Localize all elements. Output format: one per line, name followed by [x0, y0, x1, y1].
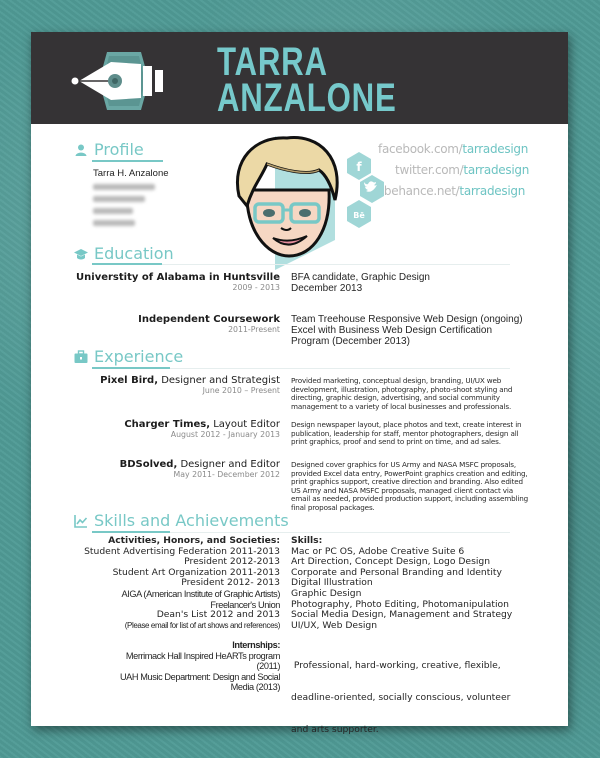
traits-line: deadline-oriented, socially conscious, volunteer — [291, 691, 511, 703]
school-dates: 2011-Present — [228, 325, 280, 334]
resume-page — [31, 32, 568, 735]
traits-line: and arts supporter. — [291, 723, 379, 735]
internships-heading: Internships: — [232, 640, 280, 650]
experience-item-3-left — [120, 459, 280, 479]
education-underline — [92, 263, 162, 265]
experience-item-1-description: Provided marketing, conceptual design, branding, UI/UX web development, illustration, photography, photo-shoot styling and directing, graphic design, advertising, and social community management to a variety of local businesses and professionals. — [291, 376, 513, 411]
activity-item: Student Art Organization 2011-2013 — [112, 566, 280, 578]
activities-list — [84, 536, 280, 631]
facebook-icon: f — [356, 160, 362, 174]
education-item-1-right: BFA candidate, Graphic Design December 2013 — [291, 272, 430, 294]
skill-item: Graphic Design — [291, 587, 362, 599]
profile-underline — [92, 160, 163, 162]
phone-line-blurred — [93, 208, 133, 214]
job-title: BDSolved, Designer and Editor — [119, 459, 280, 470]
profile-name: Tarra H. Anzalone — [93, 168, 169, 179]
school-name: Universtity of Alabama in Huntsville — [76, 272, 280, 283]
activity-item: Dean's List 2012 and 2013 — [156, 609, 280, 621]
social-link-facebook[interactable]: facebook.com/tarradesign — [378, 142, 528, 156]
section-title-education: Education — [94, 244, 174, 263]
education-item-2-right: Team Treehouse Responsive Web Design (ongoing) Excel with Business Web Design Certification Program (December 2013) — [291, 314, 523, 347]
experience-item-1-left — [100, 375, 280, 395]
city-line-blurred — [93, 196, 145, 202]
school-name: Independent Coursework — [138, 314, 280, 325]
school-dates: 2009 - 2013 — [232, 283, 280, 292]
experience-item-2-description: Design newspaper layout, place photos and text, create interest in publication, leadership for staff, mentor photographers, design all print graphics, proof and send to print on time, and ad sales. — [291, 420, 522, 447]
skill-item: Social Media Design, Management and Strategy — [291, 609, 513, 621]
skills-heading: Skills: — [291, 535, 323, 546]
skill-item: Digital Illustration — [291, 577, 373, 589]
phone-line-2-blurred — [93, 220, 135, 226]
activity-note: (Please email for list of art shows and references) — [124, 620, 280, 630]
job-dates: May 2011- December 2012 — [173, 470, 280, 479]
candidate-name — [217, 40, 397, 120]
line-chart-icon — [74, 514, 88, 528]
experience-underline — [92, 367, 170, 369]
internships-list — [120, 640, 280, 693]
address-line-blurred — [93, 184, 155, 190]
activity-item: President 2012-2013 — [184, 556, 280, 568]
activity-item: Freelancer's Union — [210, 599, 280, 610]
activity-item: President 2012- 2013 — [181, 577, 280, 589]
section-title-profile: Profile — [94, 140, 144, 159]
section-title-skills: Skills and Achievements — [94, 511, 289, 530]
internship-item: Media (2013) — [230, 682, 280, 693]
graduation-cap-icon — [74, 247, 88, 261]
activity-item: Student Advertising Federation 2011-2013 — [84, 545, 280, 557]
skill-item: UI/UX, Web Design — [291, 619, 378, 631]
job-title: Pixel Bird, Designer and Strategist — [100, 375, 280, 386]
header-bar — [31, 32, 568, 124]
avatar-illustration — [227, 130, 351, 260]
job-title: Charger Times, Layout Editor — [124, 419, 280, 430]
internship-item: UAH Music Department: Design and Social — [119, 671, 280, 682]
briefcase-icon — [74, 350, 88, 364]
section-title-experience: Experience — [94, 347, 184, 366]
internship-item: (2011) — [256, 661, 280, 672]
last-name: ANZALONE — [217, 76, 397, 120]
social-link-behance[interactable]: behance.net/tarradesign — [383, 184, 525, 198]
skill-item: Mac or PC OS, Adobe Creative Suite 6 — [291, 545, 465, 557]
activities-heading: Activities, Honors, and Societies: — [108, 535, 280, 546]
first-name: TARRA — [217, 40, 328, 84]
experience-item-3-description: Designed cover graphics for US Army and NASA MSFC proposals, provided Excel data entry, PowerPoint graphics creation and editing, print graphics support, creative direction and branding. Also edited US Army and NASA MSFC proposals, managed client contact via email as needed, provided production support, including assembling final proposal packages. — [291, 460, 529, 512]
behance-icon: Bē — [353, 211, 365, 220]
skills-underline — [92, 531, 170, 533]
fountain-pen-nib-icon — [69, 50, 179, 112]
activity-item: AIGA (American Institute of Graphic Artists) — [121, 588, 280, 599]
skill-item: Corporate and Personal Branding and Identity — [291, 566, 502, 578]
skill-item: Art Direction, Concept Design, Logo Design — [291, 556, 491, 568]
internship-item: Merrimack Hall Inspired HeARTs program — [125, 650, 280, 661]
job-dates: August 2012 - January 2013 — [170, 430, 280, 439]
skill-item: Photography, Photo Editing, Photomanipulation — [291, 598, 509, 610]
job-dates: June 2010 – Present — [202, 386, 280, 395]
education-item-1-left — [76, 272, 280, 292]
personal-traits — [291, 640, 510, 757]
person-icon — [74, 143, 88, 157]
skills-list — [291, 536, 512, 631]
social-link-twitter[interactable]: twitter.com/tarradesign — [395, 163, 529, 177]
traits-line: Professional, hard-working, creative, flexible, — [291, 660, 501, 672]
education-item-2-left — [138, 314, 280, 334]
experience-item-2-left — [124, 419, 280, 439]
